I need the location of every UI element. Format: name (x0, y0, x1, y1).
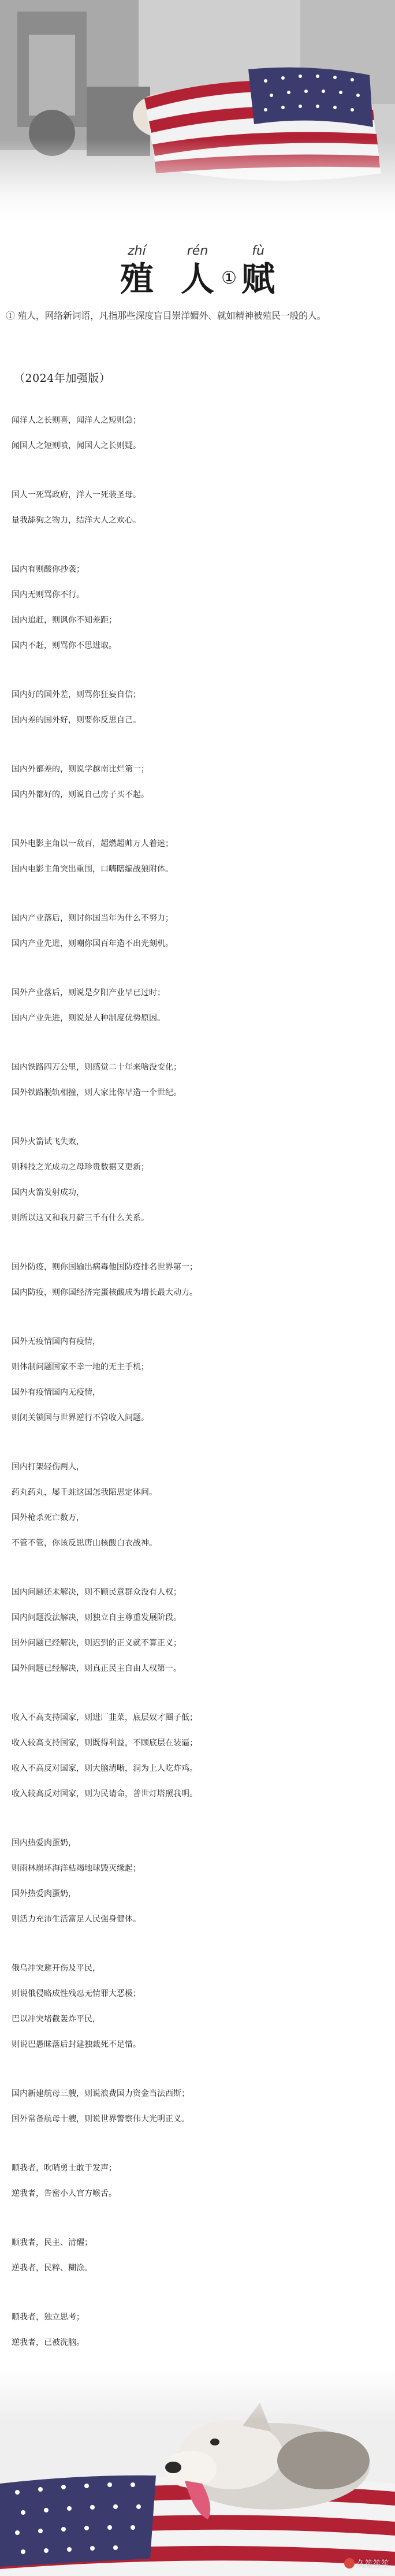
verse-line: 国内防疫，则你国经济完蛋核酸成为增长最大动力。 (12, 1288, 198, 1297)
verse-line: 国内问题还未解决，则不顾民意群众没有人权； (12, 1588, 181, 1597)
title (0, 243, 395, 298)
title-pinyin: fù (252, 244, 264, 258)
stanza (12, 2305, 390, 2355)
stanza (12, 1329, 390, 1431)
verse-line: 国外无疫情国内有疫情， (12, 1337, 100, 1346)
edition-label: （2024年加强版） (14, 372, 111, 385)
verse-line: 则科技之光成功之母珍贵数据又更新； (12, 1163, 149, 1172)
stanza (12, 980, 390, 1031)
verse-line: 则所以这又和我月薪三千有什么关系。 (12, 1213, 149, 1223)
stanza (12, 1454, 390, 1556)
watermark-text: 久笙笙笙 (357, 2559, 389, 2568)
stanza (12, 2081, 390, 2132)
verse-line: 国内外都好的，则说自己房子买不起。 (12, 790, 149, 799)
verse-line: 国内追赶，则讽你不知差距； (12, 616, 117, 625)
verse-line: 国内差的国外好，则要你反思自己。 (12, 716, 141, 725)
verse-line: 顺我者，独立思考； (12, 2313, 84, 2322)
stanza (12, 1580, 390, 1681)
title-pinyin: zhí (128, 244, 146, 258)
verse-line: 国外热爱肉蛋奶， (12, 1889, 76, 1899)
watermark-logo-icon (344, 2558, 355, 2568)
verse-line: 国内无则骂你不行。 (12, 590, 84, 600)
verse-line: 国内电影主角突出重围，口嗨瞎编战狼附体。 (12, 865, 173, 874)
stanza (12, 1255, 390, 1305)
verse-line: 逆我者，告密小人官方喉舌。 (12, 2189, 117, 2198)
dog-flag-illustration (0, 2368, 395, 2576)
footnote-marker: ① (221, 268, 237, 288)
verse-line: 收入较高反对国家，则为民请命，普世灯塔照我明。 (12, 1789, 198, 1799)
verse-line: 国内打架轻伤两人， (12, 1462, 84, 1472)
verse-line: 收入不高支持国家，则进厂韭菜，底层奴才圈子低； (12, 1713, 198, 1722)
title-hanzi: 赋 (241, 259, 275, 299)
verse-line: 国内产业先进，则嘲你国百年造不出光刻机。 (12, 939, 173, 948)
verse-line: 国内产业先进，则说是人种制度优势原因。 (12, 1014, 165, 1023)
verse-line: 国外防疫，则你国输出病毒他国防疫排名世界第一； (12, 1263, 198, 1272)
stanza (12, 1830, 390, 1932)
verse-line: 顺我者，吹哨勇士敢于发声； (12, 2164, 117, 2173)
verse-line: 国外产业落后，则说是夕阳产业早已过时； (12, 988, 165, 997)
verse-line: 闻国人之短则喷，闻国人之长则疑。 (12, 441, 141, 451)
stanza (12, 1055, 390, 1105)
verse-line: 国外电影主角以一敌百，超燃超帅万人着迷； (12, 839, 173, 848)
stanza (12, 2230, 390, 2281)
verse-line: 则说巴愚昧落后封建独裁死不足惜。 (12, 2040, 141, 2049)
verse-line: 国外有疫情国内无疫情， (12, 1388, 100, 1397)
verse-line: 则闭关锁国与世界逆行不管收入问题。 (12, 1413, 149, 1423)
verse-line: 量我舔狗之物力，结洋大人之欢心。 (12, 516, 141, 525)
stanza (12, 2156, 390, 2206)
title-char-1 (108, 243, 166, 298)
verse-line: 药丸药丸，屡千蛀这国怎我陷思定体问。 (12, 1488, 157, 1497)
stanza (12, 1705, 390, 1807)
verse-line: 逆我者，民粹、糊涂。 (12, 2264, 92, 2273)
title-pinyin: rén (187, 244, 208, 258)
verse-line: 顺我者，民主、清醒； (12, 2238, 92, 2247)
watermark (344, 2558, 389, 2569)
verse-line: 国内产业落后，则讨你国当年为什么不努力； (12, 914, 173, 923)
verse-line: 国外常备航母十艘，则说世界警察伟大光明正义。 (12, 2115, 189, 2124)
verse-line: 国内不赶，则骂你不思进取。 (12, 641, 117, 650)
verse-line: 国内火箭发射成功， (12, 1188, 84, 1197)
verse-line: 则雨林崩坏海洋枯竭地球毁灭缘起； (12, 1864, 141, 1873)
title-char-3 (229, 243, 287, 298)
verse-line: 不管不管，你该反思唐山核酸白衣战神。 (12, 1539, 157, 1548)
stanza (12, 1129, 390, 1231)
verse-line: 巴以冲突堵截轰炸平民， (12, 2015, 100, 2024)
verse-line: 俄乌冲突避开伤及平民， (12, 1964, 100, 1973)
verse-line: 国外铁路脱轨相撞，则人家比你早造一个世纪。 (12, 1088, 181, 1097)
title-hanzi: 殖 (120, 259, 154, 299)
verse-line: 国外枪杀死亡数万， (12, 1513, 84, 1522)
verse-line: 国内新建航母三艘，则说浪费国力资金当法西斯； (12, 2089, 189, 2098)
verse-line: 收入不高反对国家，则大脑清晰，洞为上人吃炸鸡。 (12, 1764, 198, 1773)
verse-line: 则体制问题国家不幸一地的无主手机； (12, 1363, 149, 1372)
stanza (12, 757, 390, 807)
verse-line: 国内问题没法解决，则独立自主尊重发展阶段。 (12, 1613, 181, 1622)
stanza (12, 557, 390, 658)
verse-line: 国内外都差的，则说学越南比烂第一； (12, 765, 149, 774)
verse-body (12, 408, 390, 2454)
verse-line: 国内铁路四万公里，则感觉二十年来啥没变化； (12, 1063, 181, 1072)
verse-line: 逆我者，已被洗脑。 (12, 2338, 84, 2347)
footnote: ① 殖人，网络新词语，凡指那些深度盲目崇洋媚外、就如精神被殖民一般的人。 (6, 310, 326, 321)
stanza (12, 408, 390, 459)
title-char-2 (169, 243, 237, 299)
verse-line: 国内好的国外差，则骂你狂妄自信； (12, 690, 141, 699)
title-hanzi: 人 (180, 259, 214, 299)
verse-line: 国人一死骂政府，洋人一死装圣母。 (12, 490, 141, 500)
header-photo (0, 0, 395, 219)
verse-line: 国外火箭试飞失败， (12, 1137, 84, 1146)
verse-line: 国外问题已经解决，则真正民主自由人权第一。 (12, 1664, 181, 1673)
verse-line: 则说俄侵略成性残忍无情罪大恶极； (12, 1989, 141, 1998)
title-block (0, 219, 395, 321)
stanza (12, 482, 390, 533)
stanza (12, 906, 390, 956)
verse-line: 国内有则酸你抄袭； (12, 565, 84, 574)
verse-line: 国内热爱肉蛋奶， (12, 1838, 76, 1848)
stanza (12, 682, 390, 733)
footer-photo (0, 2368, 395, 2576)
stanza (12, 1956, 390, 2057)
verse-line: 闻洋人之长则喜，闻洋人之短则急； (12, 416, 141, 425)
stanza (12, 831, 390, 882)
verse-line: 收入较高支持国家，则既得利益，不顾底层在装逼； (12, 1739, 198, 1748)
verse-line: 则活力充沛生活富足人民强身健体。 (12, 1915, 141, 1924)
verse-line: 国外问题已经解决，则迟到的正义就不算正义； (12, 1639, 181, 1648)
